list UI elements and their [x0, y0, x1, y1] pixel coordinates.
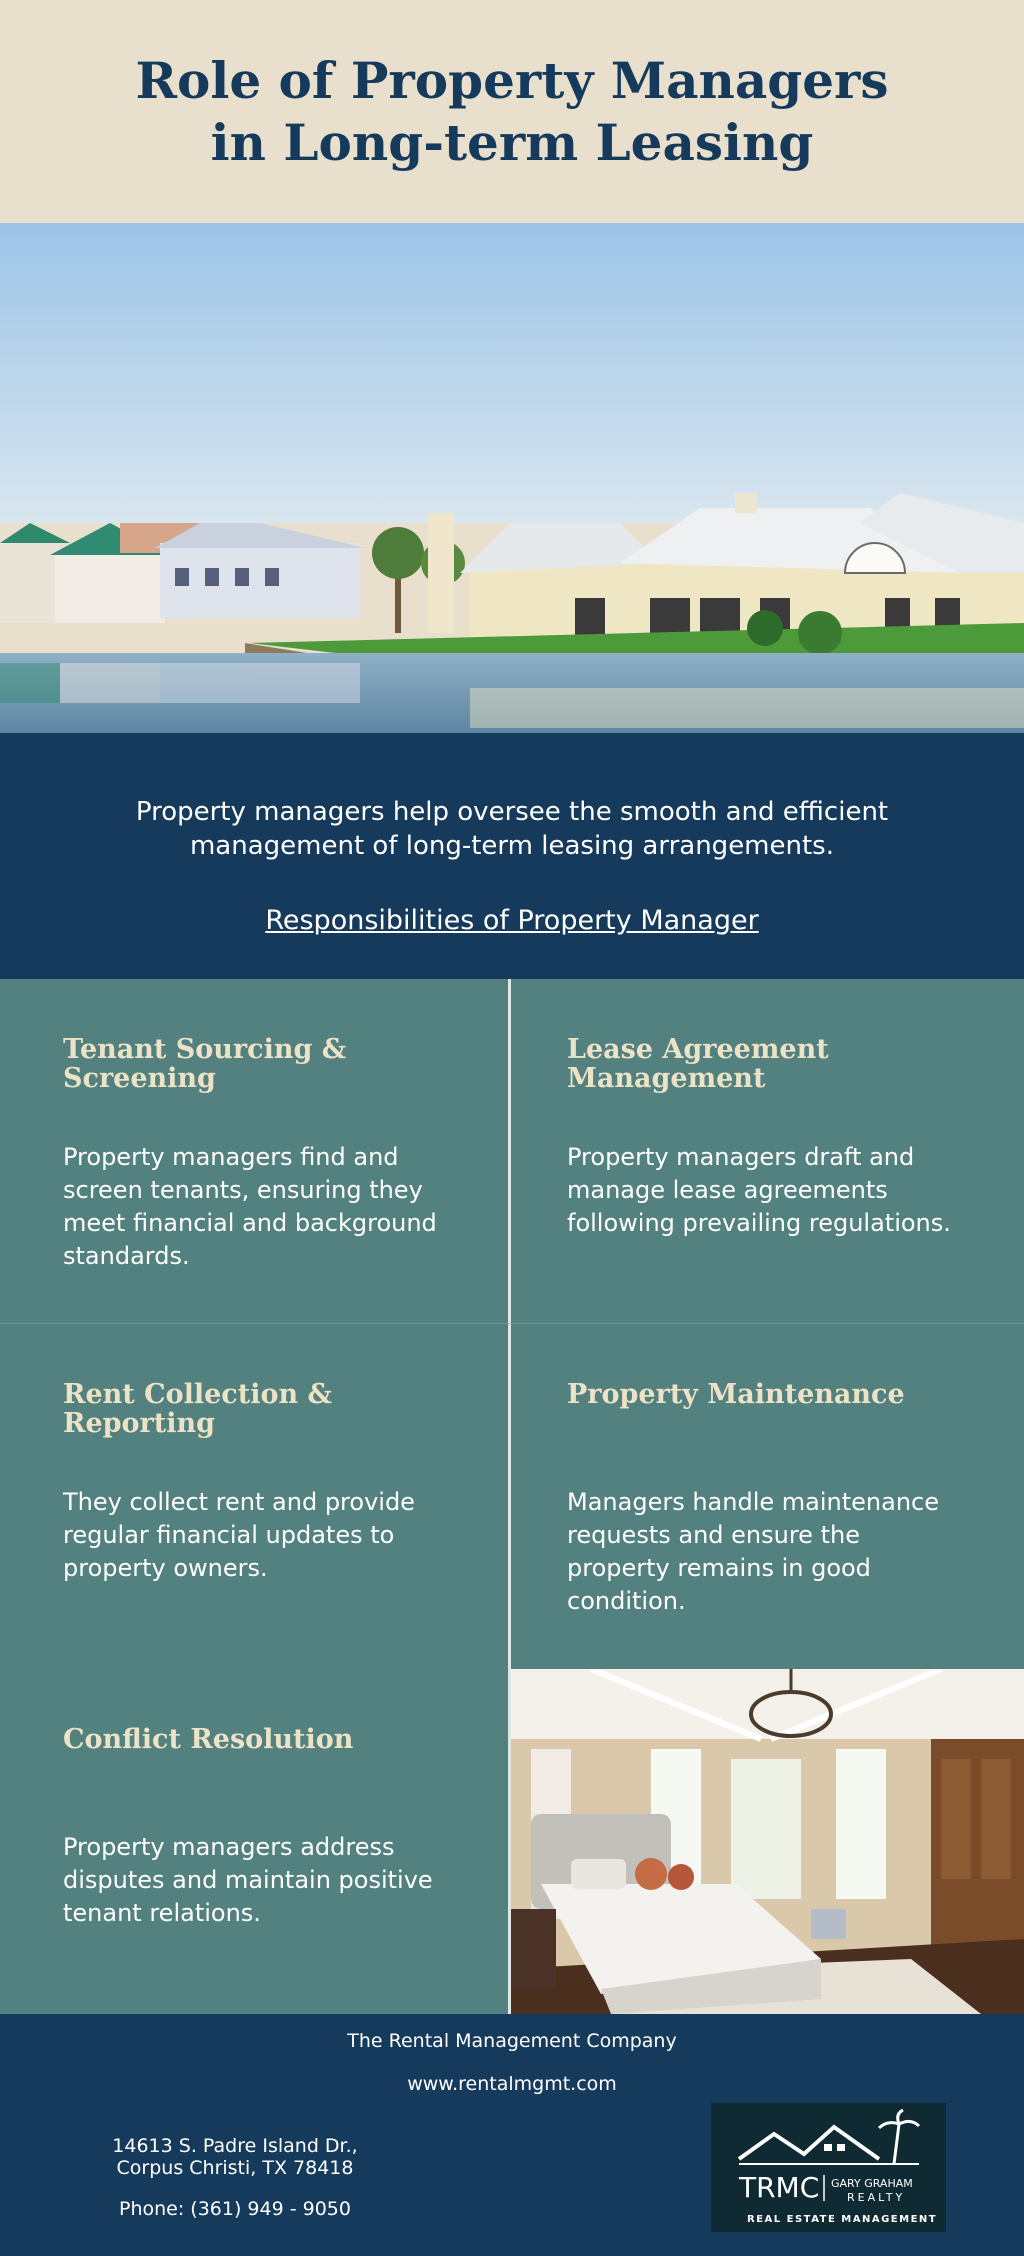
responsibilities-grid [0, 979, 1024, 2014]
responsibilities-subhead: Responsibilities of Property Manager [265, 905, 759, 936]
logo-mark: TRMC [738, 2171, 819, 2204]
footer [0, 2014, 1024, 2256]
address-line2: Corpus Christi, TX 78418 [116, 2157, 354, 2179]
card-title: Conflict Resolution [63, 1724, 354, 1755]
page-title: Role of Property Managers in Long-term Leasing [135, 50, 889, 172]
logo-line2: REALTY [846, 2191, 905, 2204]
website-link[interactable]: www.rentalmgmt.com [407, 2073, 617, 2095]
phone-number: Phone: (361) 949 - 9050 [119, 2198, 351, 2220]
card-text: Property managers draft and manage lease agreements following prevailing regulations. [567, 1143, 951, 1237]
card-conflict-resolution [0, 1669, 511, 2014]
card-tenant-sourcing [0, 979, 511, 1324]
hero-photo-waterfront-homes [0, 223, 1024, 733]
trmc-logo [711, 2103, 946, 2232]
company-name: The Rental Management Company [347, 2030, 677, 2052]
intro-section [0, 733, 1024, 979]
card-text: Managers handle maintenance requests and ensure the property remains in good condition. [567, 1488, 939, 1615]
logo-line1: GARY GRAHAM [830, 2177, 913, 2190]
card-text: Property managers find and screen tenants, ensuring they meet financial and background standards. [63, 1143, 437, 1270]
intro-text: Property managers help oversee the smooth and efficient management of long-term leasing arrangements. [135, 797, 889, 861]
bedroom-photo [511, 1669, 1024, 2014]
house-palm-logo-icon [719, 2109, 939, 2229]
card-rent-collection [0, 1324, 511, 1669]
logo-tagline: REAL ESTATE MANAGEMENT [746, 2214, 937, 2225]
card-title: Tenant Sourcing & Screening [63, 1034, 347, 1094]
address [90, 2135, 380, 2179]
card-title: Property Maintenance [567, 1379, 905, 1410]
card-text: Property managers address disputes and maintain positive tenant relations. [63, 1833, 433, 1927]
card-lease-agreement [511, 979, 1024, 1324]
card-property-maintenance [511, 1324, 1024, 1669]
card-text: They collect rent and provide regular financial updates to property owners. [63, 1488, 415, 1582]
page-header [0, 0, 1024, 223]
address-line1: 14613 S. Padre Island Dr., [112, 2135, 358, 2157]
card-title: Rent Collection & Reporting [63, 1379, 332, 1439]
card-title: Lease Agreement Management [567, 1034, 829, 1094]
